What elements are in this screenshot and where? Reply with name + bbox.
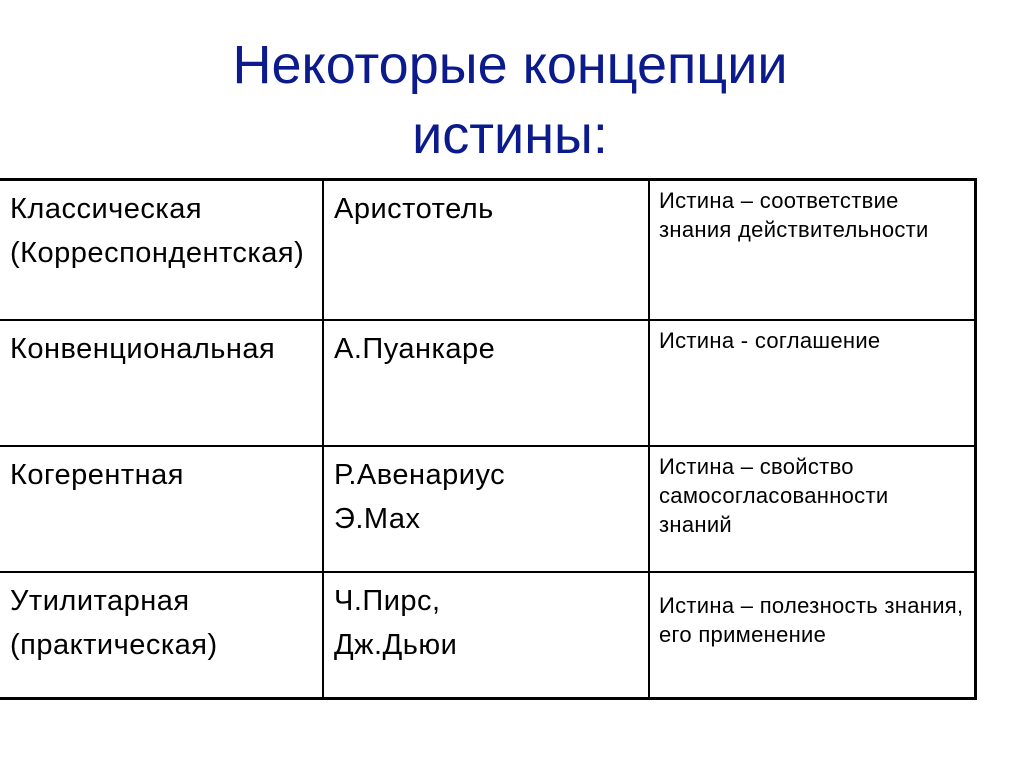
concept-name: Когерентная	[10, 459, 184, 491]
author-name: Р.Авенариус	[334, 459, 506, 491]
concept-name: Классическая	[10, 193, 203, 225]
concept-name: Конвенциональная	[10, 333, 276, 365]
author-name: Дж.Дьюи	[334, 629, 458, 661]
author-name: Э.Мах	[334, 503, 421, 535]
title-line-1: Некоторые концепции	[232, 35, 788, 95]
table-row	[0, 572, 975, 699]
concepts-table	[0, 178, 977, 700]
table-row	[0, 320, 975, 446]
author-name: А.Пуанкаре	[334, 333, 496, 365]
concept-cell	[0, 446, 323, 572]
concept-name: Утилитарная	[10, 585, 190, 617]
author-name: Ч.Пирс,	[334, 585, 441, 617]
title-line-2: истины:	[412, 105, 608, 165]
concept-cell	[0, 572, 323, 699]
author-name: Аристотель	[334, 193, 494, 225]
concept-alt-name: (Корреспондентская)	[10, 237, 305, 269]
concept-alt-name: (практическая)	[10, 629, 218, 661]
definition-text: Истина – свойство самосогласованности знаний	[659, 454, 889, 537]
slide-title	[120, 30, 900, 170]
authors-cell	[323, 446, 649, 572]
concept-cell	[0, 180, 323, 321]
definition-text: Истина - соглашение	[659, 328, 881, 353]
definition-cell	[649, 320, 975, 446]
definition-text: Истина – соответствие знания действительности	[659, 188, 929, 242]
authors-cell	[323, 572, 649, 699]
authors-cell	[323, 180, 649, 321]
concept-cell	[0, 320, 323, 446]
table-row	[0, 446, 975, 572]
definition-cell	[649, 446, 975, 572]
definition-cell	[649, 572, 975, 699]
table-row	[0, 180, 975, 321]
definition-cell	[649, 180, 975, 321]
authors-cell	[323, 320, 649, 446]
definition-text: Истина – полезность знания, его применение	[659, 593, 964, 647]
